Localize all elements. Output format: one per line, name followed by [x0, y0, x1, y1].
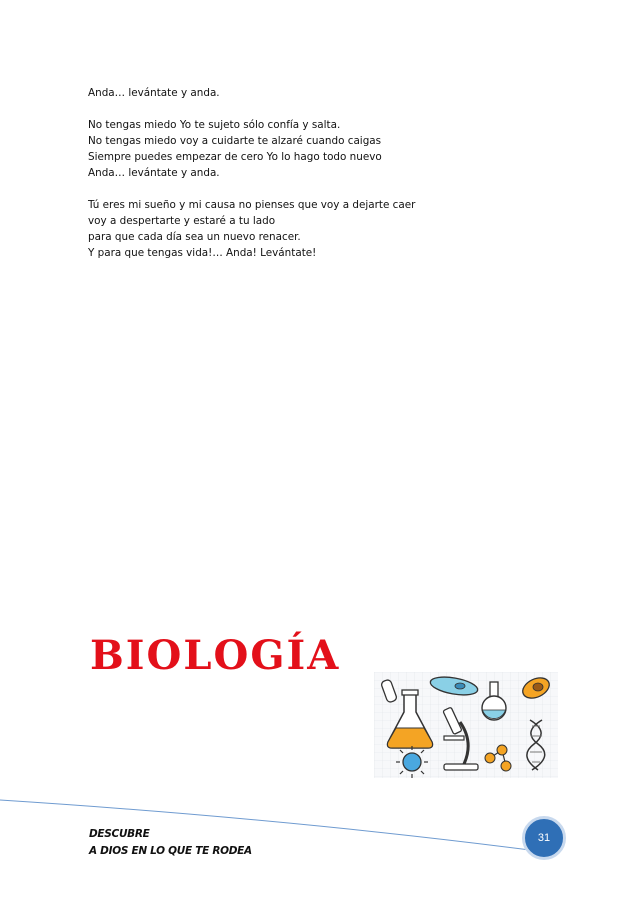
stanza: [88, 85, 518, 101]
lyric-line: para que cada día sea un nuevo renacer.: [88, 231, 301, 243]
stanza: [88, 197, 518, 261]
lyric-line: No tengas miedo Yo te sujeto sólo confía y salta.: [88, 119, 341, 131]
biology-illustration: [374, 672, 558, 778]
footer-text: [89, 826, 252, 860]
stanza: [88, 117, 518, 181]
lyric-line: No tengas miedo voy a cuidarte te alzaré cuando caigas: [88, 135, 382, 147]
song-lyrics: [88, 85, 518, 277]
lyric-line: voy a despertarte y estaré a tu lado: [88, 215, 276, 227]
section-title: BIOLOGÍA: [90, 632, 341, 679]
page-number: 31: [537, 832, 551, 844]
lyric-line: Y para que tengas vida!… Anda! Levántate!: [88, 247, 317, 259]
footer-line-1: DESCUBRE: [89, 828, 150, 840]
lyric-line: Siempre puedes empezar de cero Yo lo hago todo nuevo: [88, 151, 382, 163]
lyric-line: Tú eres mi sueño y mi causa no pienses que voy a dejarte caer: [88, 199, 416, 211]
footer-line-2: A DIOS EN LO QUE TE RODEA: [89, 845, 252, 857]
lyric-line: Anda… levántate y anda.: [88, 167, 220, 179]
lyric-line: Anda… levántate y anda.: [88, 87, 220, 99]
page-number-badge: [522, 816, 566, 860]
